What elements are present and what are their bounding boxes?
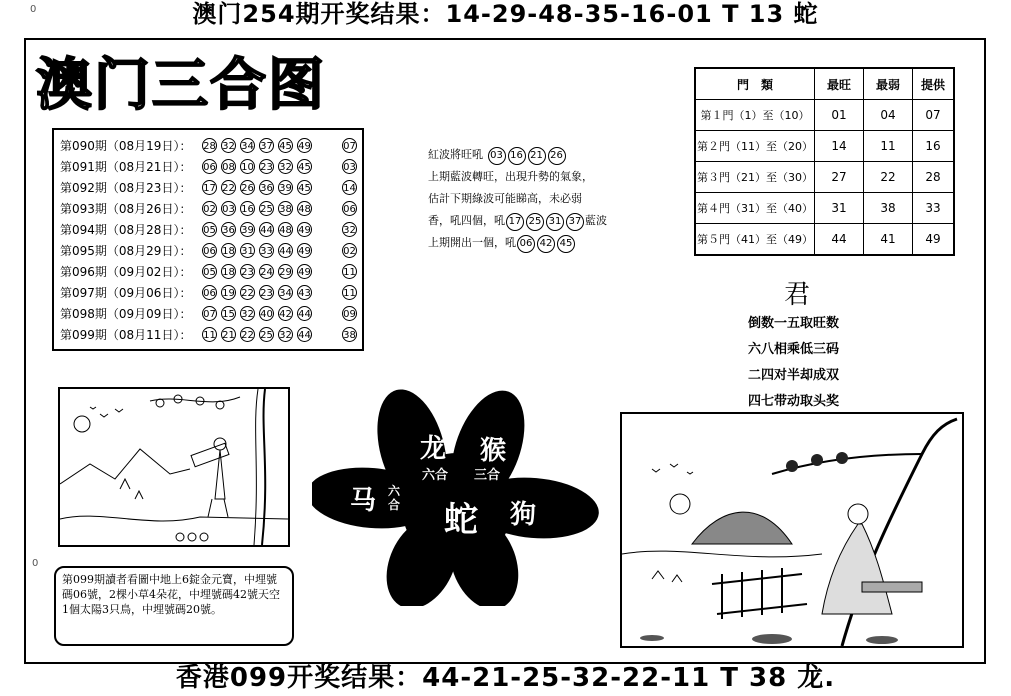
hint-text: 紅波將旺吼 <box>428 148 483 161</box>
history-table <box>52 128 364 351</box>
zodiac-ma: 马 <box>350 486 377 516</box>
gate-value-cell: 31 <box>815 193 864 224</box>
history-ball: 34 <box>240 138 255 153</box>
history-ball: 39 <box>240 222 255 237</box>
history-ball: 23 <box>259 159 274 174</box>
history-row <box>60 262 360 282</box>
history-label: 第098期（09月09日）： <box>60 307 192 321</box>
gate-value-cell: 38 <box>864 193 913 224</box>
history-special-ball: 11 <box>342 285 357 300</box>
hint-line-3: 估計下期綠波可能睇高，未必弱 <box>428 192 582 205</box>
history-ball: 38 <box>278 201 293 216</box>
gate-header: 最旺 <box>815 68 864 100</box>
hint-ball: 03 <box>488 147 506 165</box>
history-special-ball: 06 <box>342 201 357 216</box>
history-ball: 06 <box>202 243 217 258</box>
illustration-right <box>620 412 964 648</box>
poem-line: 六八相乘低三码 <box>748 342 840 357</box>
history-ball: 21 <box>221 327 236 342</box>
poem-line: 倒数一五取旺数 <box>748 316 840 331</box>
hint-ball: 06 <box>517 235 535 253</box>
gate-value-cell: 22 <box>864 162 913 193</box>
history-ball: 29 <box>278 264 293 279</box>
zodiac-gou: 狗 <box>510 500 537 530</box>
bottom-result-banner: 香港099开奖结果：44-21-25-32-22-11 T 38 龙. <box>175 663 836 693</box>
top-result-banner: 澳门254期开奖结果：14-29-48-35-16-01 T 13 蛇 <box>192 0 819 28</box>
history-row <box>60 157 360 177</box>
hint-ball: 37 <box>566 213 584 231</box>
zodiac-ma-sub: 六合 <box>387 484 400 512</box>
hint-line-1 <box>428 144 638 166</box>
gate-value-cell: 16 <box>913 131 955 162</box>
zodiac-center-she: 蛇 <box>444 500 478 540</box>
hint-ball: 42 <box>537 235 555 253</box>
history-ball: 32 <box>278 159 293 174</box>
history-ball: 34 <box>278 285 293 300</box>
history-special-ball: 14 <box>342 180 357 195</box>
history-label: 第090期（08月19日）： <box>60 139 192 153</box>
history-ball: 45 <box>297 159 312 174</box>
history-label: 第097期（09月06日）： <box>60 286 192 300</box>
history-ball: 44 <box>297 327 312 342</box>
history-ball: 23 <box>240 264 255 279</box>
history-ball: 40 <box>259 306 274 321</box>
history-ball: 06 <box>202 285 217 300</box>
history-ball: 25 <box>259 327 274 342</box>
history-ball: 07 <box>202 306 217 321</box>
gate-label-cell: 第２門（11）至（20） <box>695 131 815 162</box>
gate-row <box>695 193 954 224</box>
history-row <box>60 241 360 261</box>
poem-line: 二四对半却成双 <box>748 368 840 383</box>
gate-label-cell: 第３門（21）至（30） <box>695 162 815 193</box>
hint-ball: 16 <box>508 147 526 165</box>
gate-header: 提供 <box>913 68 955 100</box>
zodiac-hou-sub: 三合 <box>474 468 501 483</box>
history-ball: 28 <box>202 138 217 153</box>
history-ball: 44 <box>259 222 274 237</box>
history-label: 第094期（08月28日）： <box>60 223 192 237</box>
history-row <box>60 199 360 219</box>
gate-value-cell: 49 <box>913 224 955 256</box>
history-label: 第093期（08月26日）： <box>60 202 192 216</box>
gate-value-cell: 07 <box>913 100 955 131</box>
gate-row <box>695 162 954 193</box>
history-special-ball: 09 <box>342 306 357 321</box>
hint-text: 藍波 <box>585 214 607 227</box>
hint-ball: 45 <box>557 235 575 253</box>
history-ball: 18 <box>221 264 236 279</box>
history-ball: 19 <box>221 285 236 300</box>
gate-value-cell: 14 <box>815 131 864 162</box>
history-ball: 23 <box>259 285 274 300</box>
gate-value-cell: 01 <box>815 100 864 131</box>
gate-header: 最弱 <box>864 68 913 100</box>
gate-value-cell: 33 <box>913 193 955 224</box>
gate-label-cell: 第１門（1）至（10） <box>695 100 815 131</box>
history-ball: 49 <box>297 264 312 279</box>
history-ball: 11 <box>202 327 217 342</box>
history-ball: 03 <box>221 201 236 216</box>
zodiac-hou: 猴 <box>480 436 507 466</box>
history-ball: 05 <box>202 264 217 279</box>
history-ball: 05 <box>202 222 217 237</box>
history-ball: 48 <box>297 201 312 216</box>
history-ball: 10 <box>240 159 255 174</box>
history-ball: 44 <box>278 243 293 258</box>
hint-line-5 <box>428 232 638 254</box>
gate-label-cell: 第５門（41）至（49） <box>695 224 815 256</box>
history-ball: 49 <box>297 222 312 237</box>
history-row <box>60 136 360 156</box>
illustration-scholar-reading <box>622 414 962 646</box>
history-ball: 48 <box>278 222 293 237</box>
history-ball: 32 <box>221 138 236 153</box>
history-ball: 43 <box>297 285 312 300</box>
hint-ball: 17 <box>506 213 524 231</box>
history-ball: 36 <box>221 222 236 237</box>
gate-value-cell: 44 <box>815 224 864 256</box>
zodiac-long: 龙 <box>420 434 447 464</box>
gate-row <box>695 224 954 256</box>
hint-text: 上期開出一個，吼 <box>428 236 516 249</box>
history-ball: 26 <box>240 180 255 195</box>
history-row <box>60 304 360 324</box>
zodiac-flower <box>312 388 600 606</box>
gate-table-body <box>695 100 954 256</box>
illustration-left <box>58 387 290 547</box>
history-label: 第091期（08月21日）： <box>60 160 192 174</box>
history-ball: 44 <box>297 306 312 321</box>
history-ball: 25 <box>259 201 274 216</box>
illustration-scholar-walking <box>60 389 288 545</box>
poem-heading: 君 <box>784 280 811 310</box>
history-row <box>60 325 360 345</box>
corner-mark: 0 <box>32 558 39 569</box>
history-ball: 39 <box>278 180 293 195</box>
history-special-ball: 11 <box>342 264 357 279</box>
hint-block <box>428 144 638 254</box>
hint-ball: 26 <box>548 147 566 165</box>
history-row <box>60 178 360 198</box>
history-label: 第099期（08月11日）： <box>60 328 192 342</box>
gate-value-cell: 41 <box>864 224 913 256</box>
gate-label-cell: 第４門（31）至（40） <box>695 193 815 224</box>
hint-balls <box>505 214 585 227</box>
hint-text: 香，吼四個，吼 <box>428 214 505 227</box>
gate-value-cell: 28 <box>913 162 955 193</box>
gate-table <box>694 67 955 256</box>
history-ball: 33 <box>259 243 274 258</box>
hint-ball: 31 <box>546 213 564 231</box>
history-ball: 42 <box>278 306 293 321</box>
hint-balls <box>516 236 576 249</box>
gate-value-cell: 04 <box>864 100 913 131</box>
history-ball: 22 <box>240 285 255 300</box>
history-special-ball: 07 <box>342 138 357 153</box>
history-ball: 02 <box>202 201 217 216</box>
history-special-ball: 38 <box>342 327 357 342</box>
gate-value-cell: 27 <box>815 162 864 193</box>
history-ball: 37 <box>259 138 274 153</box>
history-ball: 15 <box>221 306 236 321</box>
hint-line-2: 上期藍波轉旺，出現升勢的氣象， <box>428 170 593 183</box>
riddle-box: 第099期讀者看圖中地上6錠金元寶，中埋號碼06號，2棵小草4朵花，中埋號碼42號天空1個太陽3只鳥，中埋號碼20號。 <box>54 566 294 646</box>
zodiac-long-sub: 六合 <box>422 468 449 483</box>
gate-row <box>695 100 954 131</box>
history-ball: 32 <box>278 327 293 342</box>
gate-header: 門 類 <box>695 68 815 100</box>
history-ball: 22 <box>240 327 255 342</box>
history-ball: 32 <box>240 306 255 321</box>
history-ball: 36 <box>259 180 274 195</box>
gate-value-cell: 11 <box>864 131 913 162</box>
hint-ball: 21 <box>528 147 546 165</box>
history-ball: 45 <box>297 180 312 195</box>
history-ball: 17 <box>202 180 217 195</box>
gate-row <box>695 131 954 162</box>
history-ball: 24 <box>259 264 274 279</box>
history-ball: 31 <box>240 243 255 258</box>
history-ball: 22 <box>221 180 236 195</box>
hint-ball: 25 <box>526 213 544 231</box>
hint-line-4 <box>428 210 638 232</box>
poem-line: 四七带动取头奖 <box>748 394 840 409</box>
history-ball: 45 <box>278 138 293 153</box>
history-ball: 49 <box>297 243 312 258</box>
history-ball: 49 <box>297 138 312 153</box>
history-label: 第095期（08月29日）： <box>60 244 192 258</box>
history-special-ball: 03 <box>342 159 357 174</box>
history-row <box>60 283 360 303</box>
history-ball: 16 <box>240 201 255 216</box>
history-ball: 18 <box>221 243 236 258</box>
history-label: 第096期（09月02日）： <box>60 265 192 279</box>
history-row <box>60 220 360 240</box>
history-label: 第092期（08月23日）： <box>60 181 192 195</box>
history-special-ball: 32 <box>342 222 357 237</box>
history-special-ball: 02 <box>342 243 357 258</box>
hint-balls <box>487 148 567 161</box>
history-ball: 06 <box>202 159 217 174</box>
page-title: 澳门三合图 <box>36 53 326 118</box>
corner-mark: 0 <box>30 4 37 15</box>
history-ball: 08 <box>221 159 236 174</box>
